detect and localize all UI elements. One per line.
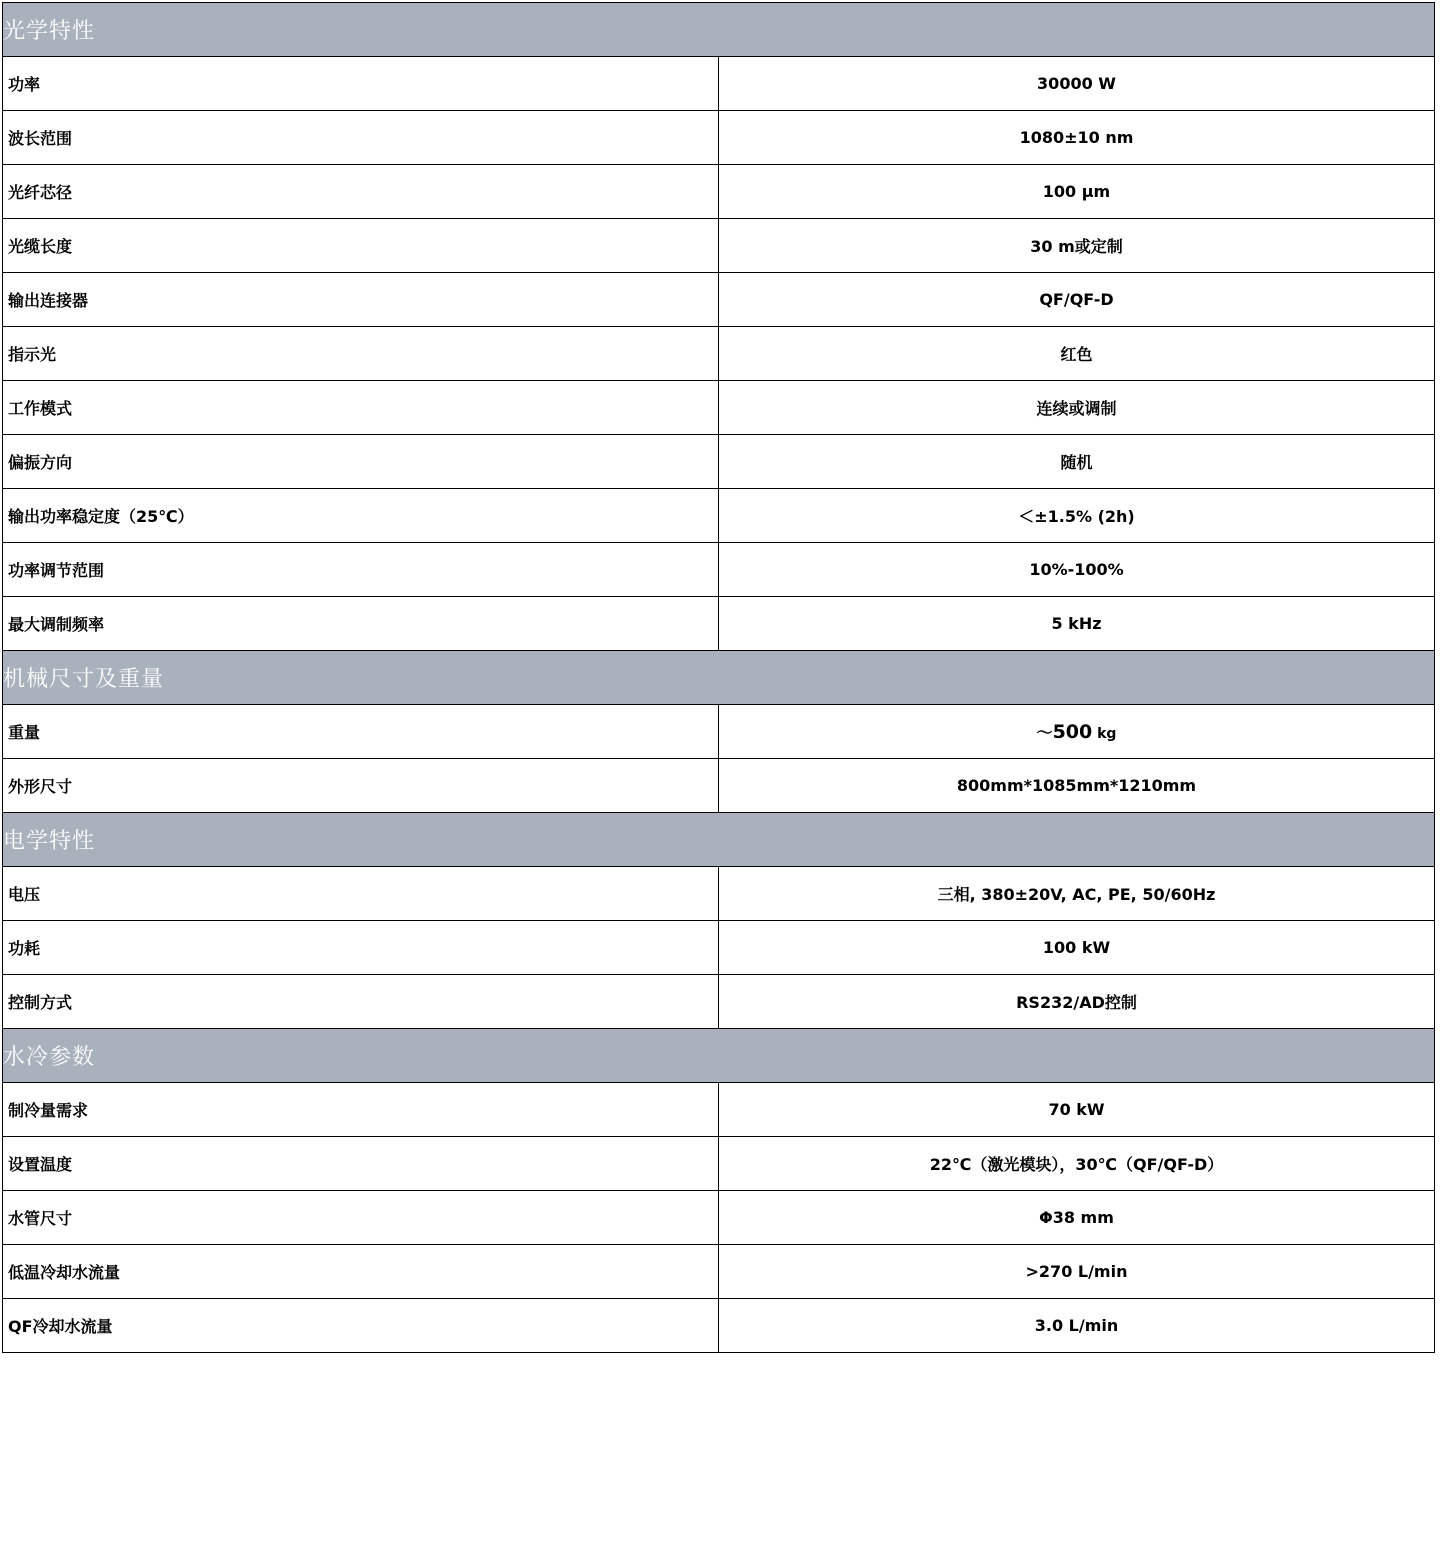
spec-row xyxy=(3,597,1435,651)
spec-label: 光纤芯径 xyxy=(3,165,719,219)
spec-row xyxy=(3,1191,1435,1245)
spec-value: 连续或调制 xyxy=(719,381,1435,435)
spec-row xyxy=(3,165,1435,219)
spec-value: ＜±1.5% (2h) xyxy=(719,489,1435,543)
spec-row xyxy=(3,543,1435,597)
spec-label: 功率调节范围 xyxy=(3,543,719,597)
spec-value: 1080±10 nm xyxy=(719,111,1435,165)
weight-unit: kg xyxy=(1092,726,1117,742)
spec-value: 三相, 380±20V, AC, PE, 50/60Hz xyxy=(719,867,1435,921)
spec-value: >270 L/min xyxy=(719,1245,1435,1299)
spec-label: QF冷却水流量 xyxy=(3,1299,719,1353)
spec-table xyxy=(2,2,1435,1353)
section-title: 机械尺寸及重量 xyxy=(3,651,1435,705)
weight-number: 500 xyxy=(1052,721,1093,743)
spec-row xyxy=(3,219,1435,273)
spec-label: 输出功率稳定度（25℃） xyxy=(3,489,719,543)
spec-value: 5 kHz xyxy=(719,597,1435,651)
section-header-optical xyxy=(3,3,1435,57)
spec-label: 光缆长度 xyxy=(3,219,719,273)
spec-row xyxy=(3,921,1435,975)
spec-label: 功耗 xyxy=(3,921,719,975)
spec-label: 水管尺寸 xyxy=(3,1191,719,1245)
spec-row xyxy=(3,111,1435,165)
spec-label: 低温冷却水流量 xyxy=(3,1245,719,1299)
spec-row xyxy=(3,759,1435,813)
spec-row xyxy=(3,1299,1435,1353)
spec-label: 制冷量需求 xyxy=(3,1083,719,1137)
spec-row xyxy=(3,273,1435,327)
spec-value: 随机 xyxy=(719,435,1435,489)
spec-label: 波长范围 xyxy=(3,111,719,165)
spec-label: 外形尺寸 xyxy=(3,759,719,813)
section-title: 光学特性 xyxy=(3,3,1435,57)
spec-label: 最大调制频率 xyxy=(3,597,719,651)
spec-value: 3.0 L/min xyxy=(719,1299,1435,1353)
spec-value: 100 kW xyxy=(719,921,1435,975)
spec-row xyxy=(3,435,1435,489)
spec-value-weight xyxy=(719,705,1435,759)
spec-value: 10%-100% xyxy=(719,543,1435,597)
weight-prefix: ～ xyxy=(1036,723,1053,742)
spec-value: 70 kW xyxy=(719,1083,1435,1137)
spec-row xyxy=(3,1083,1435,1137)
spec-value: 红色 xyxy=(719,327,1435,381)
spec-value: 800mm*1085mm*1210mm xyxy=(719,759,1435,813)
spec-row-weight xyxy=(3,705,1435,759)
spec-label: 偏振方向 xyxy=(3,435,719,489)
section-header-mechanical xyxy=(3,651,1435,705)
spec-value: 30000 W xyxy=(719,57,1435,111)
spec-label: 控制方式 xyxy=(3,975,719,1029)
spec-label: 设置温度 xyxy=(3,1137,719,1191)
spec-value: RS232/AD控制 xyxy=(719,975,1435,1029)
spec-row xyxy=(3,381,1435,435)
spec-label: 指示光 xyxy=(3,327,719,381)
spec-row xyxy=(3,327,1435,381)
spec-row xyxy=(3,975,1435,1029)
spec-row xyxy=(3,489,1435,543)
spec-label: 功率 xyxy=(3,57,719,111)
section-title: 水冷参数 xyxy=(3,1029,1435,1083)
spec-row xyxy=(3,1245,1435,1299)
spec-label: 输出连接器 xyxy=(3,273,719,327)
spec-value: QF/QF-D xyxy=(719,273,1435,327)
spec-label: 电压 xyxy=(3,867,719,921)
spec-label: 重量 xyxy=(3,705,719,759)
spec-value: 100 µm xyxy=(719,165,1435,219)
spec-row xyxy=(3,867,1435,921)
spec-value: Φ38 mm xyxy=(719,1191,1435,1245)
spec-value: 22℃（激光模块），30℃（QF/QF-D） xyxy=(719,1137,1435,1191)
spec-label: 工作模式 xyxy=(3,381,719,435)
section-title: 电学特性 xyxy=(3,813,1435,867)
spec-row xyxy=(3,1137,1435,1191)
spec-value: 30 m或定制 xyxy=(719,219,1435,273)
spec-row xyxy=(3,57,1435,111)
section-header-cooling xyxy=(3,1029,1435,1083)
section-header-electrical xyxy=(3,813,1435,867)
